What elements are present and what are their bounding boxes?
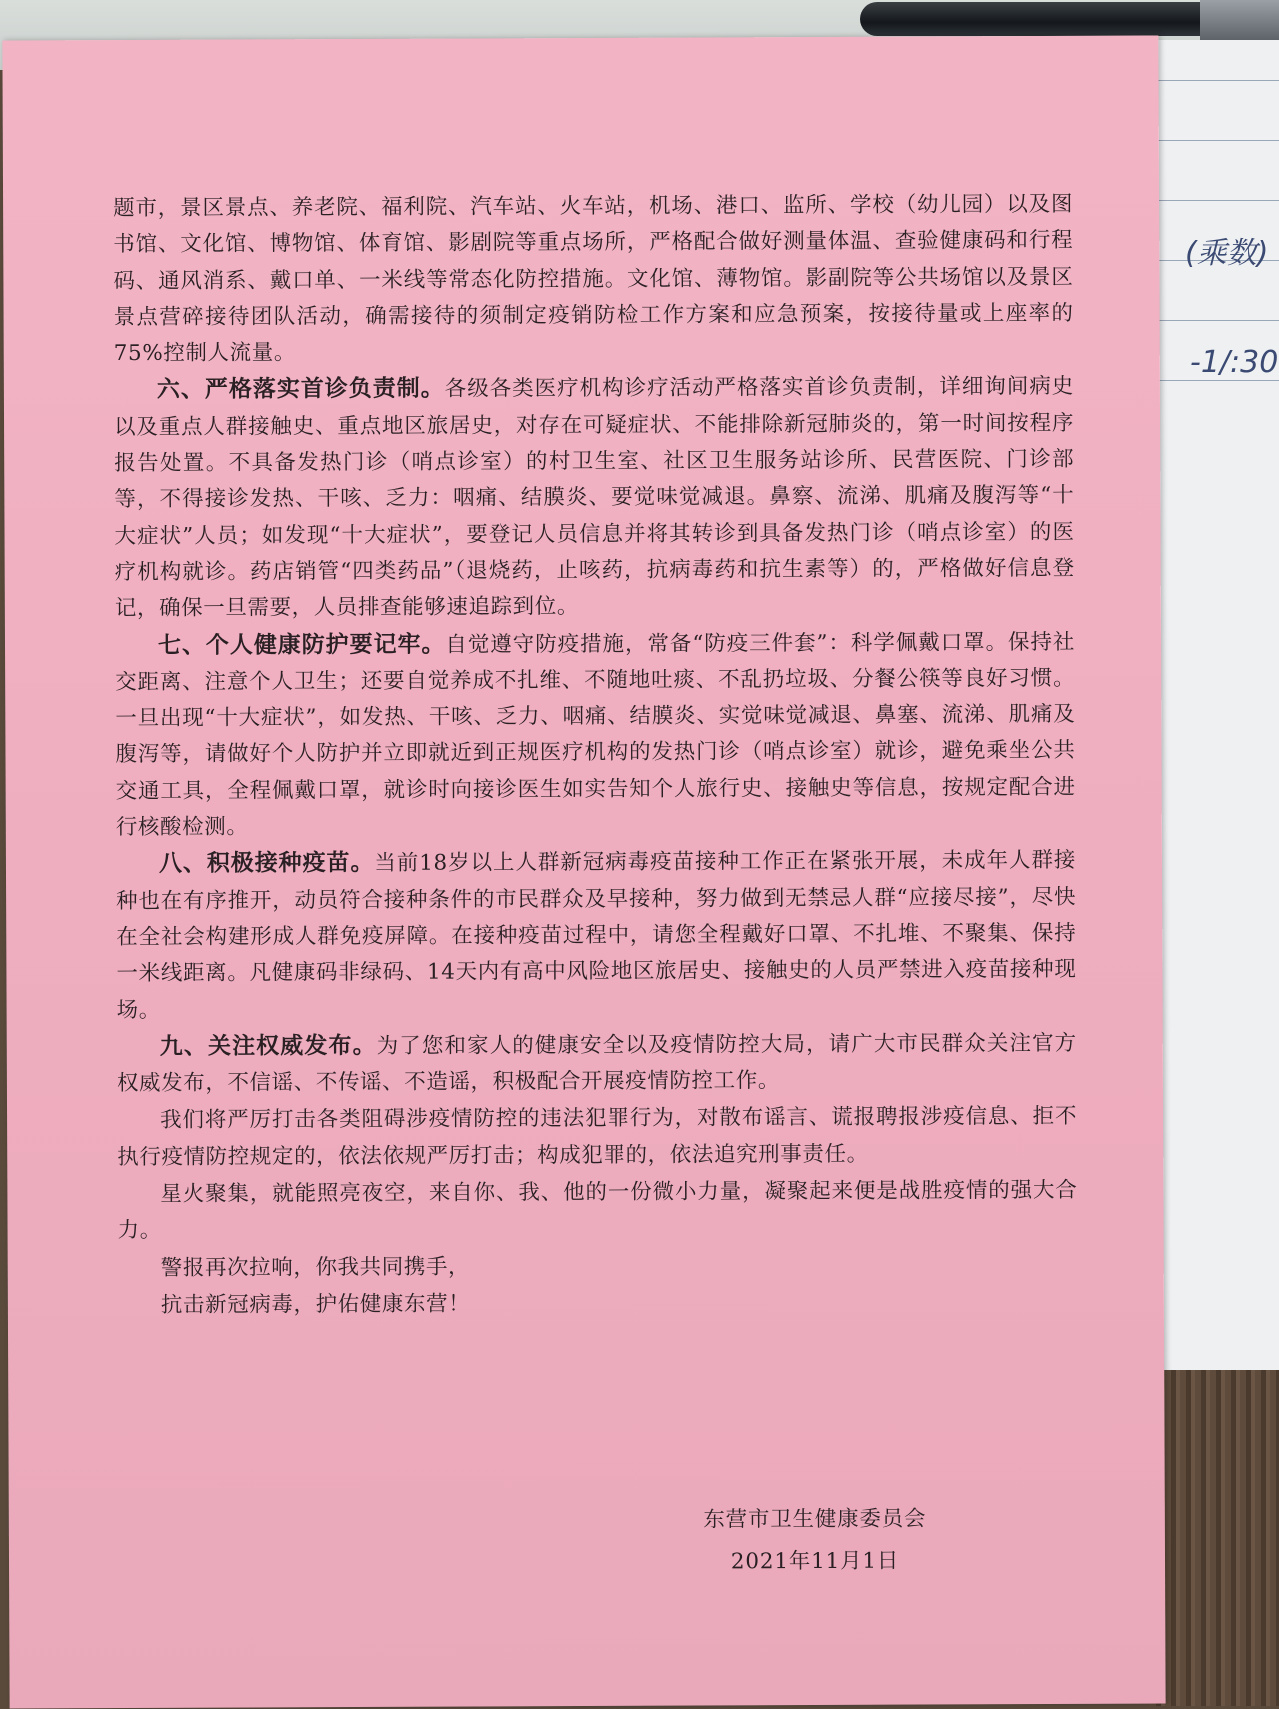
paragraph-text: 星火聚集，就能照亮夜空，来自你、我、他的一份微小力量，凝聚起来便是战胜疫情的强大合力。 [118, 1178, 1078, 1243]
paragraph-section-6 [114, 368, 1075, 627]
paragraph-text: 为了您和家人的健康安全以及疫情防控大局，请广大市民群众关注官方权威发布，不信谣、不传谣、不造谣，积极配合开展疫情防控工作。 [117, 1031, 1077, 1096]
paragraph-text: 警报再次拉响，你我共同携手， [161, 1254, 471, 1280]
wood-surface [1150, 1370, 1279, 1706]
paragraph-section-9 [117, 1025, 1077, 1103]
notepad-rule [1150, 320, 1279, 321]
notice-body [113, 186, 1078, 1324]
notepad-rule [1150, 380, 1279, 381]
paragraph-heading: 六、严格落实首诊负责制。 [157, 375, 445, 403]
signature-date: 2021年11月1日 [695, 1543, 935, 1575]
pink-notice-sheet [2, 35, 1165, 1708]
paragraph-text: 当前18岁以上人群新冠病毒疫苗接种工作正在紧张开展，未成年人群接种也在有序推开，动员符合接种条件的市民群众及早接种，努力做到无禁忌人群“应接尽接”，尽快在全社会构建形成人群免疫屏障。在接种疫苗过程中，请您全程戴好口罩、不扎堆、不聚集、保持一米线距离。凡健康码非绿码、14天内有高中风险地区旅居史、接触史的人员严禁进入疫苗接种现场。 [116, 848, 1076, 1022]
paragraph-text: 题市，景区景点、养老院、福利院、汽车站、火车站，机场、港口、监所、学校（幼儿园）以及图书馆、文化馆、博物馆、体育馆、影剧院等重点场所，严格配合做好测量体温、查验健康码和行程码、通风消系、戴口单、一米线等常态化防控措施。文化馆、薄物馆。影副院等公共场馆以及景区景点营碎接待团队活动，确需接待的须制定疫销防检工作方案和应急预案，按接待量或上座率的75%控制人流量。 [113, 192, 1074, 366]
handwriting-note-1: (乘数) [1185, 228, 1268, 272]
paragraph-heading: 八、积极接种疫苗。 [159, 849, 375, 877]
paragraph-section-7 [115, 623, 1076, 846]
paragraph-continued [113, 186, 1074, 373]
paragraph-section-8 [116, 842, 1077, 1029]
paragraph-text: 我们将严厉打击各类阻碍涉疫情防控的违法犯罪行为，对散布谣言、谎报聘报涉疫信息、拒不执行疫情防控规定的，依法依规严厉打击；构成犯罪的，依法追究刑事责任。 [117, 1104, 1077, 1169]
paragraph-closing-1 [118, 1245, 1078, 1286]
pen-clip [1200, 0, 1279, 40]
paragraph-appeal [117, 1172, 1077, 1250]
notepad-rule [1150, 140, 1279, 141]
paragraph-closing-2 [118, 1283, 1078, 1324]
paragraph-text: 抗击新冠病毒，护佑健康东营！ [161, 1291, 471, 1317]
notepad-rule [1150, 80, 1279, 81]
paragraph-text: 自觉遵守防疫措施，常备“防疫三件套”：科学佩戴口罩。保持社交距离、注意个人卫生；还要自觉养成不扎维、不随地吐痰、不乱扔垃圾、分餐公筷等良好习惯。一旦出现“十大症状”，如发热、干咳、乏力、咽痛、结膜炎、实觉味觉减退、鼻塞、流涕、肌痛及腹泻等，请做好个人防护并立即就近到正规医疗机构的发热门诊（哨点诊室）就诊，避免乘坐公共交通工具，全程佩戴口罩，就诊时向接诊医生如实告知个人旅行史、接触史等信息，按规定配合进行核酸检测。 [115, 629, 1076, 840]
signature-organization: 东营市卫生健康委员会 [695, 1501, 935, 1533]
paragraph-text: 各级各类医疗机构诊疗活动严格落实首诊负责制，详细询间病史以及重点人群接触史、重点地区旅居史，对存在可疑症状、不能排除新冠肺炎的，第一时间按程序报告处置。不具备发热门诊（哨点诊室）的村卫生室、社区卫生服务站诊所、民营医院、门诊部等，不得接诊发热、干咳、乏力：咽痛、结膜炎、要觉味觉减退。鼻察、流涕、肌痛及腹泻等“十大症状”人员；如发现“十大症状”，要登记人员信息并将其转诊到具备发热门诊（哨点诊室）的医疗机构就诊。药店销管“四类药品”（退烧药，止咳药，抗病毒药和抗生素等）的，严格做好信息登记，确保一旦需要，人员排查能够速追踪到位。 [114, 374, 1075, 621]
paragraph-heading: 七、个人健康防护要记牢。 [158, 630, 445, 658]
handwriting-note-2: -1/:30 [1190, 345, 1278, 380]
paragraph-heading: 九、关注权威发布。 [160, 1032, 377, 1060]
paragraph-crackdown [117, 1098, 1077, 1176]
notepad-rule [1150, 200, 1279, 201]
